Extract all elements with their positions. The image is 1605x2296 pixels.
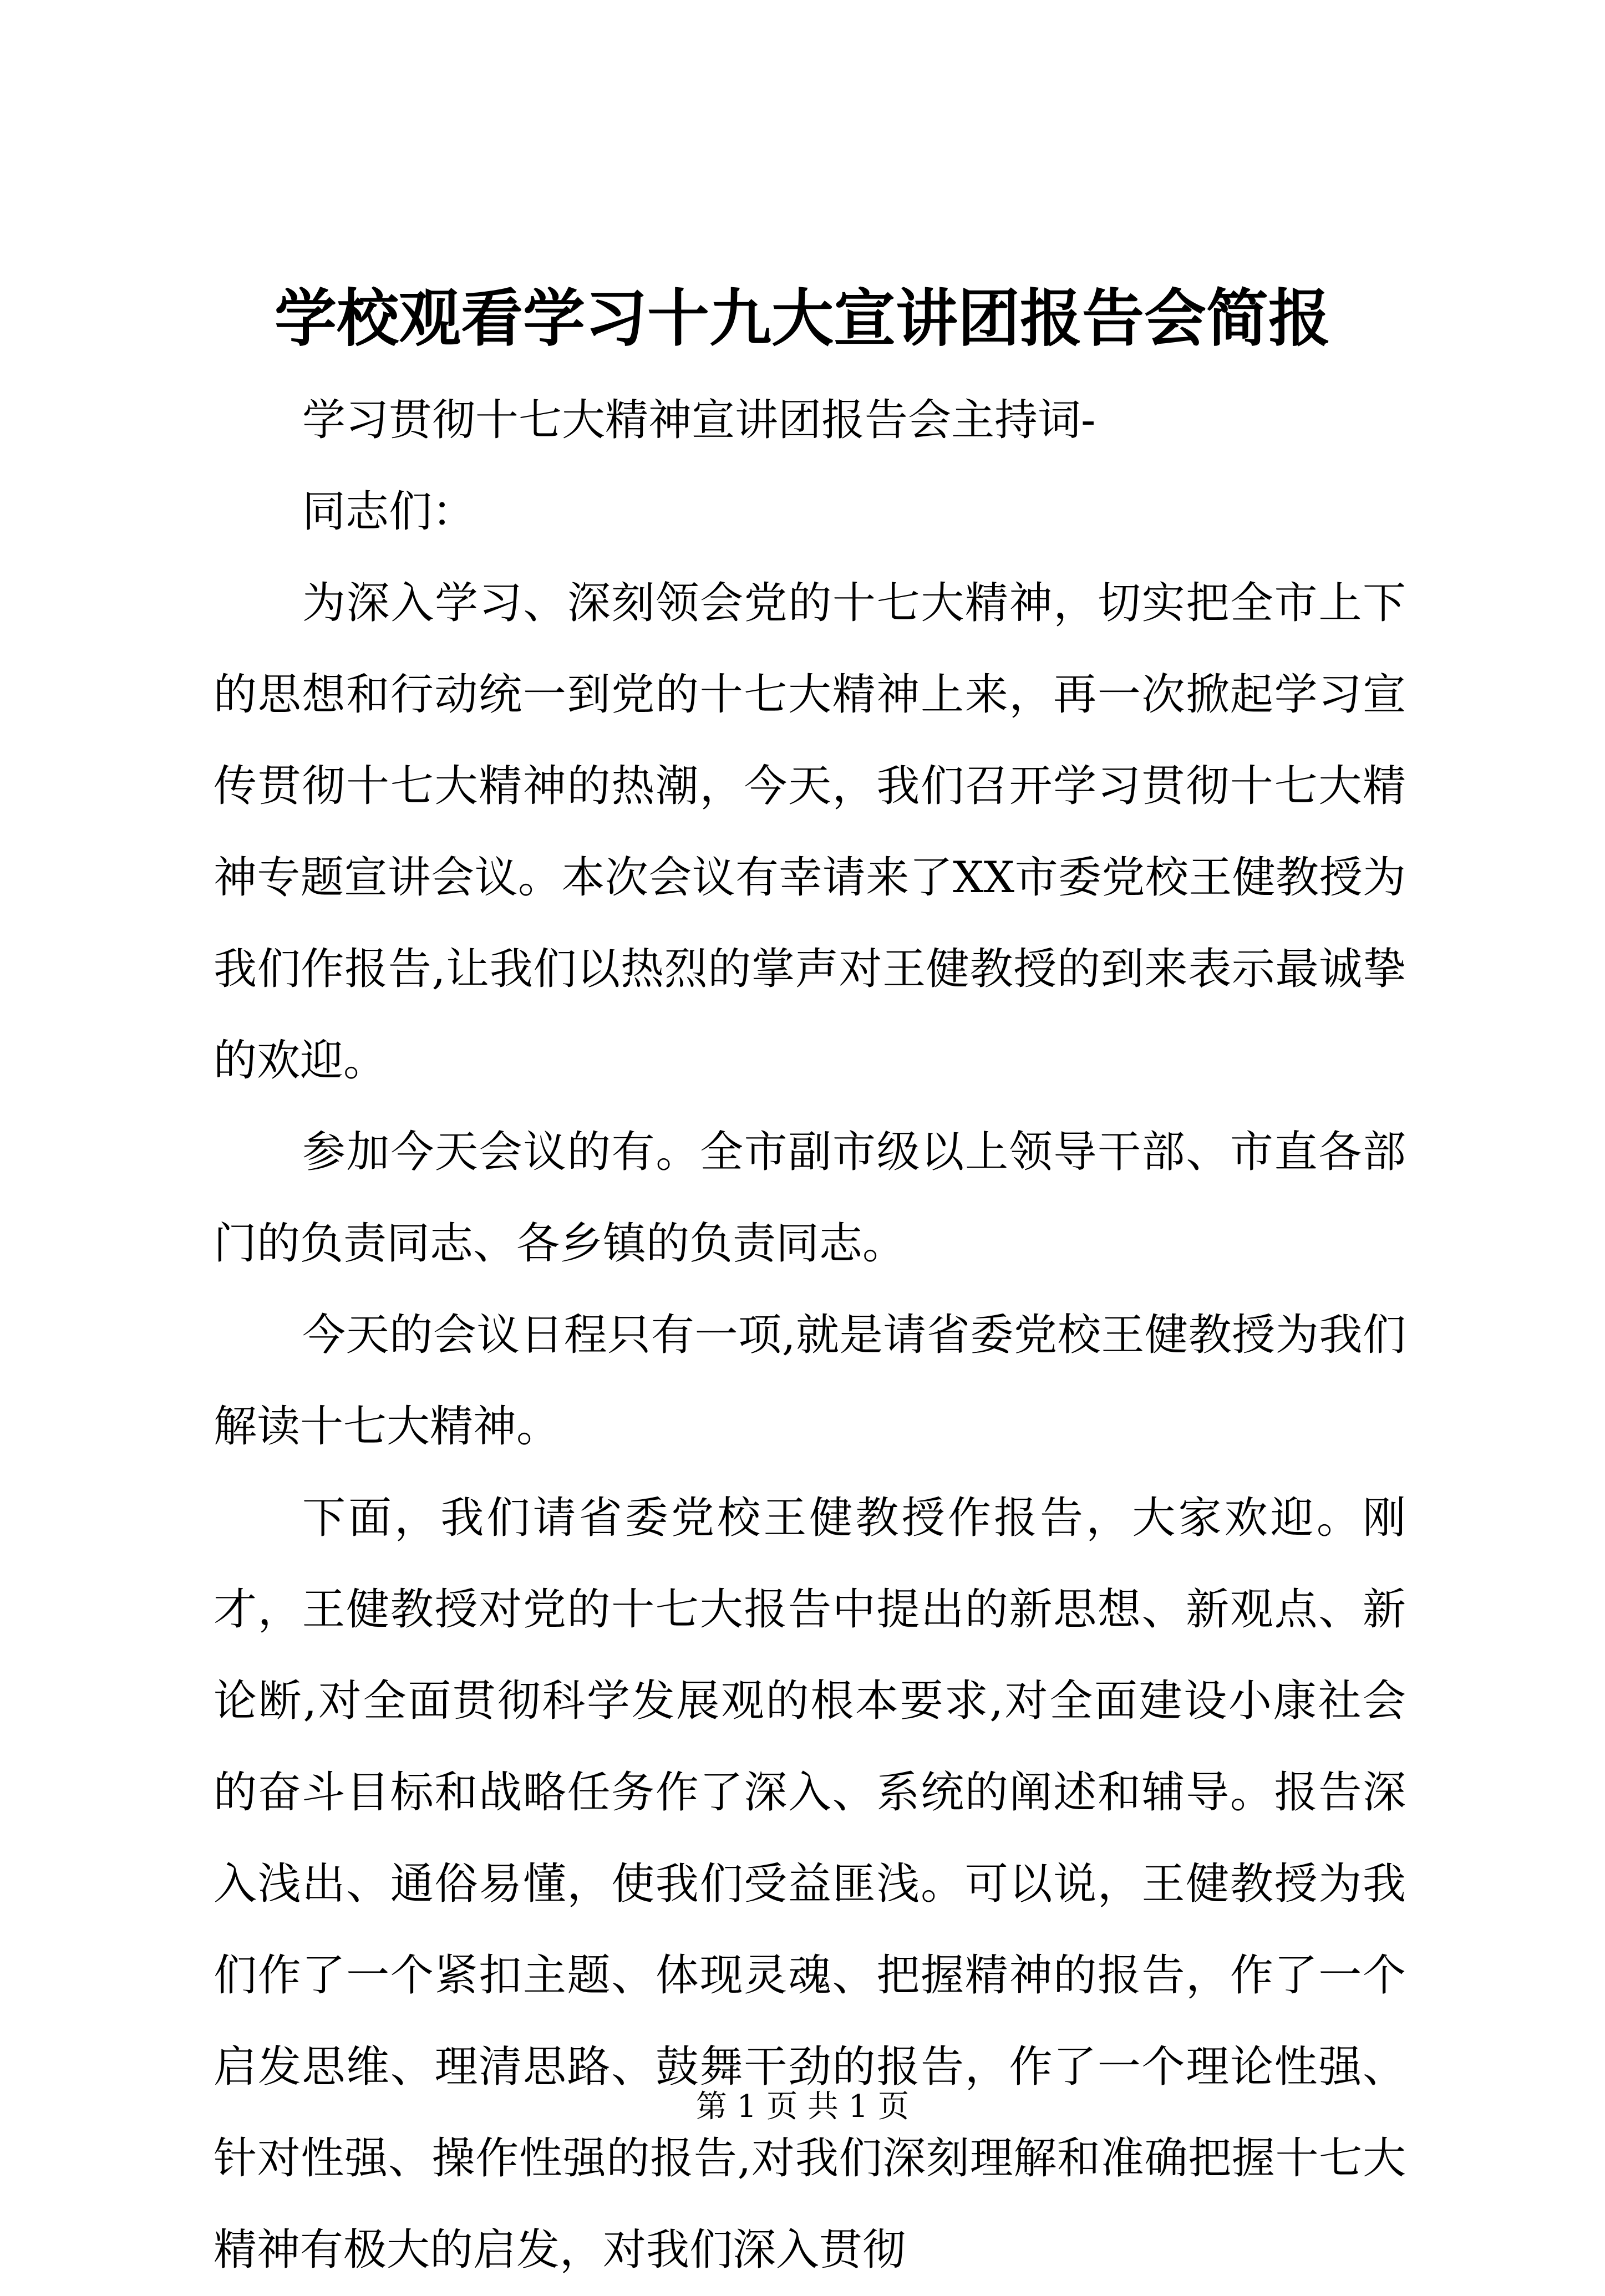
paragraph-agenda: 今天的会议日程只有一项,就是请省委党校王健教授为我们解读十七大精神。 xyxy=(214,1310,1406,1452)
document-body xyxy=(214,375,1406,2296)
paragraph-salutation: 同志们： xyxy=(302,487,476,537)
document-title: 学校观看学习十九大宣讲团报告会简报 xyxy=(275,282,1330,355)
paragraph-attendees: 参加今天会议的有。全市副市级以上领导干部、市直各部门的负责同志、各乡镇的负责同志。 xyxy=(214,1127,1406,1269)
paragraph-subtitle: 学习贯彻十七大精神宣讲团报告会主持词- xyxy=(302,395,1096,445)
paragraph-introduction: 为深入学习、深刻领会党的十七大精神，切实把全市上下的思想和行动统一到党的十七大精神上来，再一次掀起学习宣传贯彻十七大精神的热潮，今天，我们召开学习贯彻十七大精神专题宣讲会议。本次会议有幸请来了XX市委党校王健教授为我们作报告,让我们以热烈的掌声对王健教授的到来表示最诚挚的欢迎。 xyxy=(214,578,1406,1086)
page-number-footer: 第 1 页 共 1 页 xyxy=(695,2089,910,2125)
paragraph-report-summary: 下面，我们请省委党校王健教授作报告，大家欢迎。刚才，王健教授对党的十七大报告中提出的新思想、新观点、新论断,对全面贯彻科学发展观的根本要求,对全面建设小康社会的奋斗目标和战略任务作了深入、系统的阐述和辅导。报告深入浅出、通俗易懂，使我们受益匪浅。可以说，王健教授为我们作了一个紧扣主题、体现灵魂、把握精神的报告，作了一个启发思维、理清思路、鼓舞干劲的报告，作了一个理论性强、针对性强、操作性强的报告,对我们深刻理解和准确把握十七大精神有极大的启发，对我们深入贯彻 xyxy=(214,1493,1406,2275)
